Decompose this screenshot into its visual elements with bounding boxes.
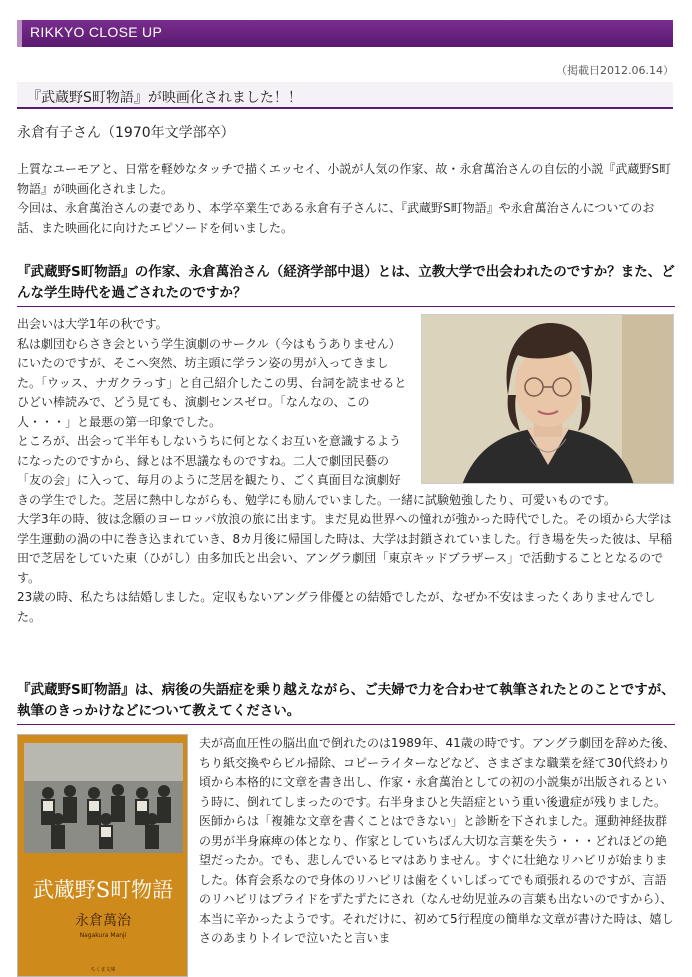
answer-paragraph: 私は劇団むらさき会という学生演劇のサークル（今はもうありません）にいたのですが、そこへ突然、坊主頭に学ラン姿の男が入ってきました。「ウッス、ナガクラっす」と自己紹介したこの男、台詞を読ませるとひどい棒読みで、どう見ても、演劇センスゼロ。「なんなの、この人・・・」と最悪の第一印象でした。 xyxy=(17,336,407,429)
interviewee-portrait-photo xyxy=(421,314,674,484)
answer-paragraph: 23歳の時、私たちは結婚しました。定収もないアングラ俳優との結婚でしたが、なぜか不安はまったくありませんでした。 xyxy=(17,590,656,624)
answer-paragraph: 夫が高血圧性の脳出血で倒れたのは1989年、41歳の時です。アングラ劇団を辞めた後、ちり紙交換やらビル掃除、コピーライターなどなど、さまざまな職業を経て30代終わり頃から本格的に文章を書き出し、作家・永倉萬治としての初の小説集が出版されるという時に、倒れてしまったのです。右半身まひと失語症という重い後遺症が残りました。医師からは「複雑な文章を書くことはできない」と診断を下されました。運動神経抜群の男が半身麻痺の体となり、作家としていちばん大切な言葉を失う・・・どれほどの絶望だったか。でも、悲しんでいるヒマはありません。すぐに壮絶なリハビリが始まりました。体育会系なので身体のリハビリは歯をくいしばってでも頑張れるのですが、言語のリハビリはプライドをずたずたにされ（なんせ幼児並みの言葉も出ないのですから）、本当に辛かったようです。それだけに、初めて5行程度の簡単な文章が書けた時は、嬉しさのあまりトイレで泣いたと言いま xyxy=(199,736,676,945)
answer-2 xyxy=(199,734,677,949)
intro-text xyxy=(17,160,677,238)
book-cover-title: 武蔵野S町物語 xyxy=(32,878,174,902)
intro-paragraph: 今回は、永倉萬治さんの妻であり、本学卒業生である永倉有子さんに、『武蔵野S町物語』や永倉萬治さんについてのお話、また映画化に向けたエピソードを伺いました。 xyxy=(17,201,655,235)
section-header-bar xyxy=(17,20,673,47)
book-cover-image xyxy=(17,734,188,977)
article-title: 『武蔵野S町物語』が映画化されました！！ xyxy=(27,90,302,106)
answer-paragraph: ところが、出会って半年もしないうちに何となくお互いを意識するようになったのですから、縁とは不思議なものですね。二人で劇団民藝の「友の会」に入って、毎月のように芝居を観たり、ごく真面目な演劇好きの学生でした。芝居に熱中しながらも、勉学にも励んでいました。一緒に試験勉強したり、可愛いものです。 xyxy=(17,434,617,507)
question-heading-2: 『武蔵野S町物語』は、病後の失語症を乗り越えながら、ご夫婦で力を合わせて執筆されたとのことですが、執筆のきっかけなどについて教えてください。 xyxy=(17,680,675,725)
intro-paragraph: 上質なユーモアと、日常を軽妙なタッチで描くエッセイ、小説が人気の作家、故・永倉萬治さんの自伝的小説『武蔵野S町物語』が映画化されました。 xyxy=(17,162,671,196)
answer-paragraph: 大学3年の時、彼は念願のヨーロッパ放浪の旅に出ます。まだ見ぬ世界への憧れが強かった時代でした。その頃から大学は学生運動の渦の中に巻き込まれていき、8カ月後に帰国した時は、大学は封鎖されていました。行き場を失った彼は、早稲田で芝居をしていた東（ひがし）由多加氏と出会い、アングラ劇団「東京キッドブラザース」で活動することとなるのです。 xyxy=(17,512,673,585)
interviewee-name: 永倉有子さん（1970年文学部卒） xyxy=(17,125,235,141)
section-header-title: RIKKYO CLOSE UP xyxy=(30,24,163,40)
answer-paragraph: 出会いは大学1年の秋です。 xyxy=(17,317,168,331)
article-title-box xyxy=(17,82,673,109)
publish-date: （掲載日2012.06.14） xyxy=(556,64,674,77)
question-heading-1: 『武蔵野S町物語』の作家、永倉萬治さん（経済学部中退）とは、立教大学で出会われたのですか？また、どんな学生時代を過ごされたのですか？ xyxy=(17,262,675,307)
book-cover-publisher: ちくま文庫 xyxy=(90,967,116,973)
book-cover-author: 永倉萬治 xyxy=(75,913,131,929)
book-cover-author-romaji: Nagakura Manji xyxy=(79,932,127,939)
